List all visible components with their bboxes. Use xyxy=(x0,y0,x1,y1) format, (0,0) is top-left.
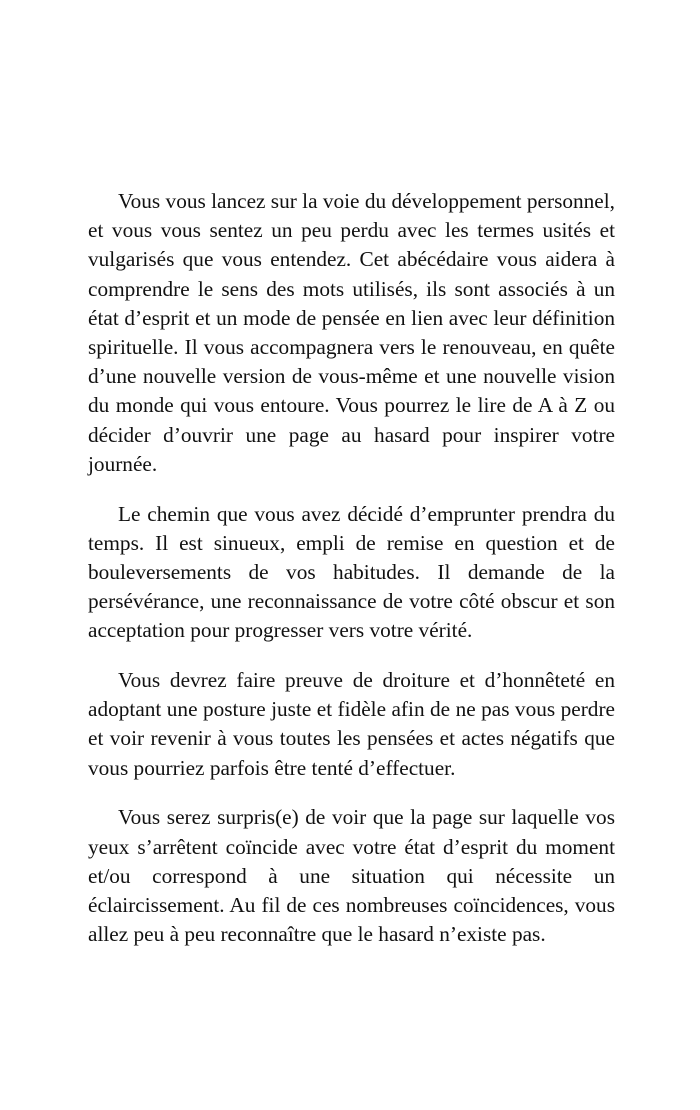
paragraph-path: Le chemin que vous avez décidé d’emprunter prendra du temps. Il est sinueux, empli de remise en question et de bouleversements de vos habitudes. Il demande de la persévérance, une reconnaissance de votre côté obscur et son acceptation pour progresser vers votre vérité. xyxy=(88,501,615,643)
paragraph-coincidence: Vous serez surpris(e) de voir que la page sur laquelle vos yeux s’arrêtent coïncide avec votre état d’esprit du moment et/ou correspond à une situation qui nécessite un éclaircissement. Au fil de ces nombreuses coïncidences, vous allez peu à peu reconnaître que le hasard n’existe pas. xyxy=(88,805,615,947)
body-text xyxy=(88,187,615,949)
paragraph-honesty: Vous devrez faire preuve de droiture et d’honnêteté en adoptant une posture juste et fidèle afin de ne pas vous perdre et voir revenir à vous toutes les pensées et actes négatifs que vous pourriez parfois être tenté d’effectuer. xyxy=(88,668,615,780)
paragraph-intro: Vous vous lancez sur la voie du développement personnel, et vous vous sentez un peu perdu avec les termes usités et vulgarisés que vous entendez. Cet abécédaire vous aidera à comprendre le sens des mots utilisés, ils sont associés à un état d’esprit et un mode de pensée en lien avec leur définition spirituelle. Il vous accompagnera vers le renouveau, en quête d’une nouvelle version de vous-même et une nouvelle vision du monde qui vous entoure. Vous pourrez le lire de A à Z ou décider d’ouvrir une page au hasard pour inspirer votre journée. xyxy=(88,189,616,476)
